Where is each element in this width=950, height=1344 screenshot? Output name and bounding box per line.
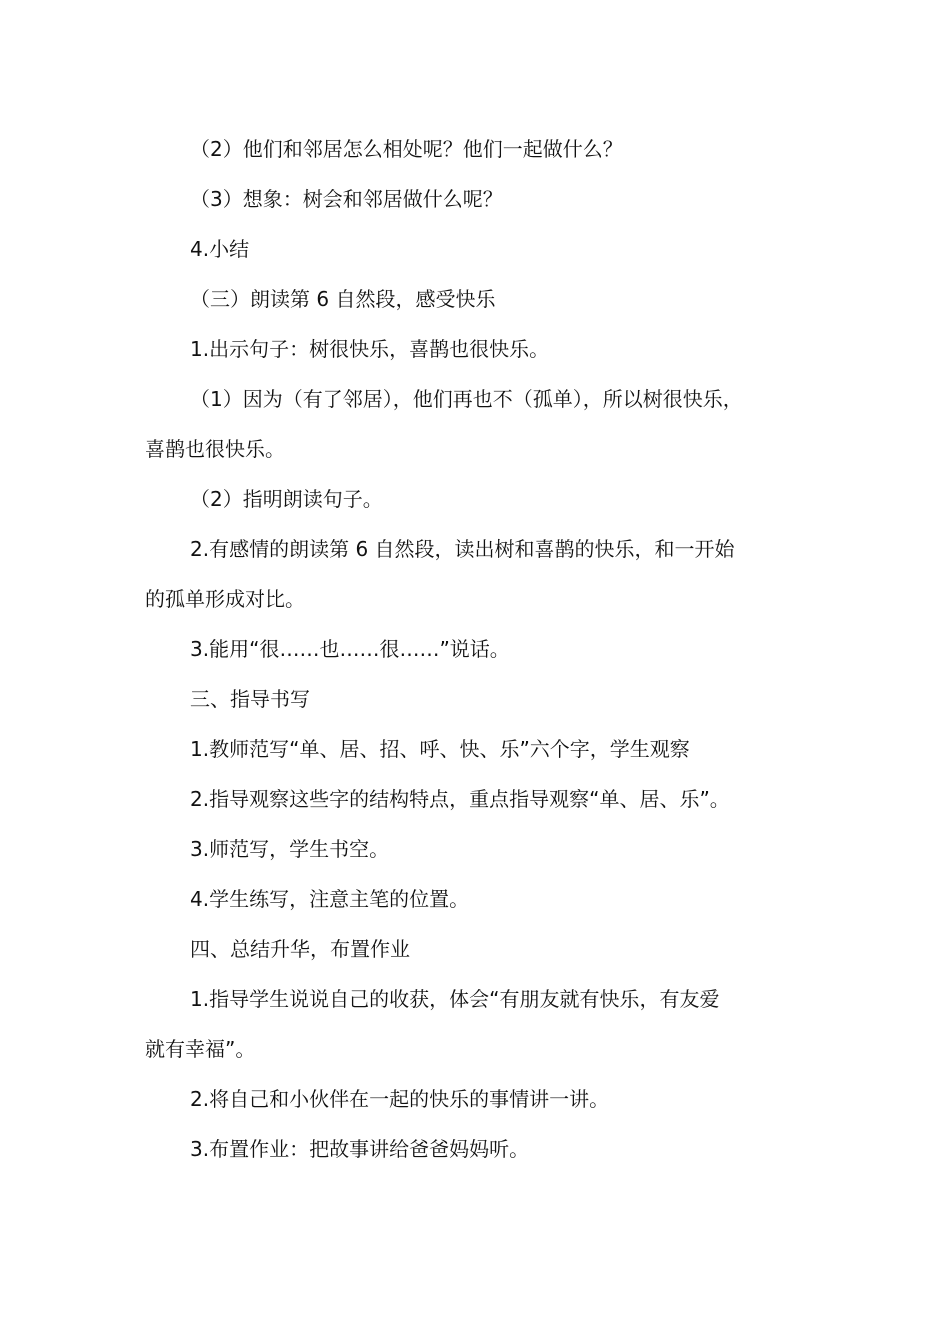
section-heading: （三）朗读第 6 自然段，感受快乐 — [190, 287, 496, 311]
section-heading: 4.小结 — [190, 237, 250, 261]
paragraph-line: （2）他们和邻居怎么相处呢？他们一起做什么？ — [190, 137, 623, 161]
paragraph-line: 1.教师范写“单、居、招、呼、快、乐”六个字，学生观察 — [190, 737, 690, 761]
section-heading: 三、指导书写 — [190, 687, 310, 711]
paragraph-line: 2.将自己和小伙伴在一起的快乐的事情讲一讲。 — [190, 1087, 610, 1111]
paragraph-line: 4.学生练写，注意主笔的位置。 — [190, 887, 470, 911]
paragraph-continuation: 的孤单形成对比。 — [145, 587, 305, 611]
paragraph-line: 3.布置作业：把故事讲给爸爸妈妈听。 — [190, 1137, 530, 1161]
paragraph-line: 2.指导观察这些字的结构特点，重点指导观察“单、居、乐”。 — [190, 787, 730, 811]
paragraph-line: 1.出示句子：树很快乐，喜鹊也很快乐。 — [190, 337, 550, 361]
paragraph-line: 2.有感情的朗读第 6 自然段，读出树和喜鹊的快乐，和一开始 — [190, 537, 735, 561]
paragraph-line: 3.师范写，学生书空。 — [190, 837, 390, 861]
paragraph-continuation: 喜鹊也很快乐。 — [145, 437, 285, 461]
section-heading: 四、总结升华，布置作业 — [190, 937, 410, 961]
paragraph-continuation: 就有幸福”。 — [145, 1037, 256, 1061]
paragraph-line: 3.能用“很……也……很……”说话。 — [190, 637, 510, 661]
paragraph-line: 1.指导学生说说自己的收获，体会“有朋友就有快乐，有友爱 — [190, 987, 720, 1011]
paragraph-line: （1）因为（有了邻居），他们再也不（孤单），所以树很快乐， — [190, 387, 743, 411]
paragraph-line: （3）想象：树会和邻居做什么呢？ — [190, 187, 503, 211]
paragraph-line: （2）指明朗读句子。 — [190, 487, 383, 511]
